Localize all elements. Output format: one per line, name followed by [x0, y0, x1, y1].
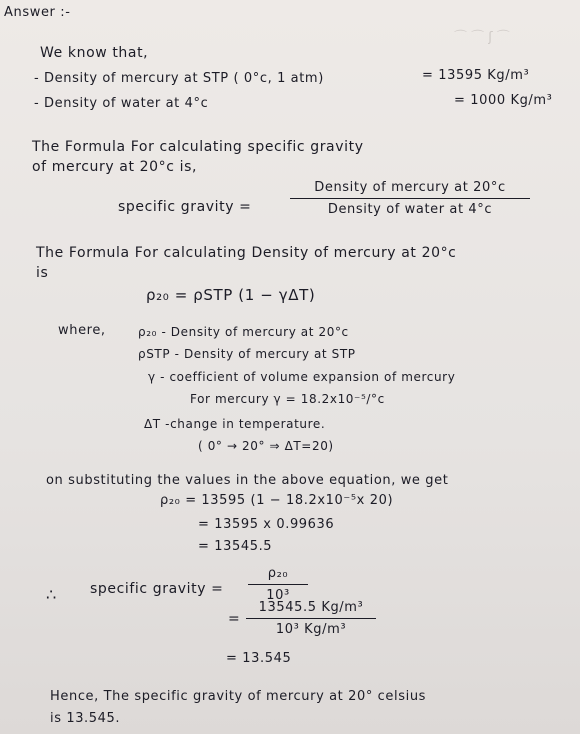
- rho-formula: ρ₂₀ = ρSTP (1 − γΔT): [146, 286, 316, 304]
- density-mercury-label: - Density of mercury at STP ( 0°c, 1 atm): [34, 71, 324, 86]
- rho-formula-intro-2: is: [36, 265, 49, 281]
- def-rho-stp: ρSTP - Density of mercury at STP: [138, 347, 356, 361]
- sg-result-value: = 13.545: [226, 651, 292, 666]
- fraction-bar: [246, 618, 376, 619]
- sg-result-lhs: specific gravity =: [90, 581, 224, 597]
- conclusion-line-2: is 13.545.: [50, 711, 121, 726]
- def-delta-t: ΔT -change in temperature.: [144, 417, 326, 431]
- sg-result-fraction-2: [246, 600, 376, 637]
- sg-formula-fraction: [290, 180, 530, 217]
- watermark: ⌒ ⌒ ʃ ⌒: [454, 30, 510, 45]
- sg-formula-denominator: Density of water at 4°c: [327, 202, 493, 217]
- density-water-label: - Density of water at 4°c: [34, 96, 209, 111]
- sg-formula-intro-1: The Formula For calculating specific gravity: [32, 139, 364, 155]
- fraction-bar: [290, 198, 530, 199]
- sg-formula-intro-2: of mercury at 20°c is,: [32, 159, 198, 175]
- sg-formula-numerator: Density of mercury at 20°c: [314, 180, 506, 195]
- rho-formula-intro-1: The Formula For calculating Density of mercury at 20°c: [36, 245, 457, 261]
- calc-line-2: = 13595 x 0.99636: [198, 517, 335, 532]
- where-label: where,: [58, 323, 106, 338]
- sg-formula-lhs: specific gravity =: [118, 199, 252, 215]
- sg-result-equals: =: [228, 611, 241, 627]
- sg-result-numerator-2: 13545.5 Kg/m³: [258, 600, 364, 615]
- def-delta-t-value: ( 0° → 20° ⇒ ΔT=20): [198, 439, 334, 453]
- conclusion-line-1: Hence, The specific gravity of mercury at 20° celsius: [50, 689, 427, 704]
- def-gamma-value: For mercury γ = 18.2x10⁻⁵/°c: [190, 392, 385, 406]
- sg-result-numerator: ρ₂₀: [267, 566, 289, 581]
- density-mercury-value: = 13595 Kg/m³: [422, 68, 530, 83]
- density-water-value: = 1000 Kg/m³: [454, 93, 553, 108]
- sg-result-fraction: [248, 566, 308, 603]
- substitute-text: on substituting the values in the above equation, we get: [46, 473, 449, 488]
- calc-line-1: ρ₂₀ = 13595 (1 − 18.2x10⁻⁵x 20): [160, 493, 394, 508]
- heading: Answer :-: [4, 5, 71, 20]
- sg-result-denominator: 10³: [266, 588, 290, 603]
- sg-result-denominator-2: 10³ Kg/m³: [275, 622, 347, 637]
- fraction-bar: [248, 584, 308, 585]
- intro-text: We know that,: [40, 45, 149, 61]
- def-rho20: ρ₂₀ - Density of mercury at 20°c: [138, 325, 349, 339]
- def-gamma: γ - coefficient of volume expansion of mercury: [148, 370, 456, 384]
- therefore-symbol: ∴: [46, 585, 57, 604]
- calc-line-3: = 13545.5: [198, 539, 273, 554]
